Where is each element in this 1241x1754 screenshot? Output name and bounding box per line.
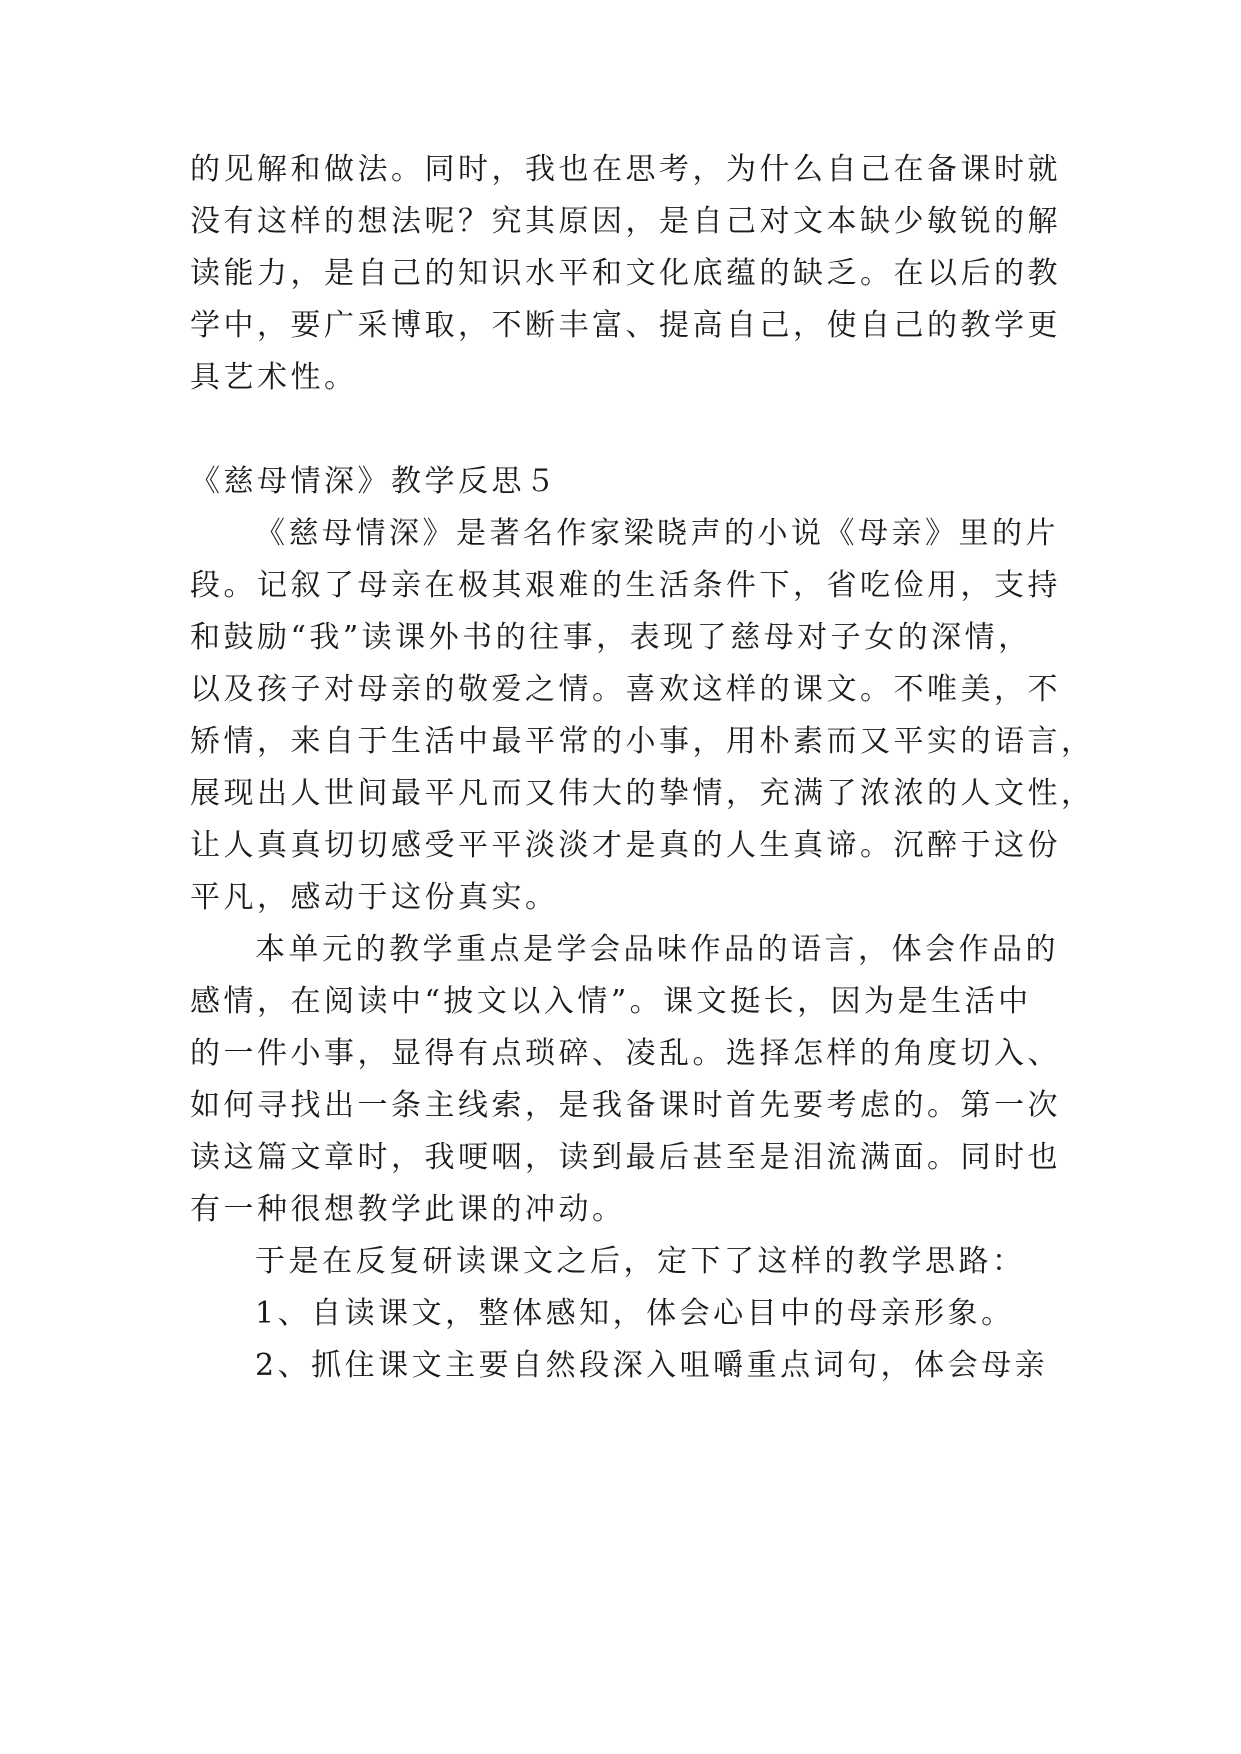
text-line: 的一件小事，显得有点琐碎、凌乱。选择怎样的角度切入、 <box>190 1036 1061 1071</box>
paragraph-start-line: 《慈母情深》是著名作家梁晓声的小说《母亲》里的片 <box>255 516 1059 551</box>
text-line: 矫情，来自于生活中最平常的小事，用朴素而又平实的语言， <box>190 724 1095 759</box>
text-line: 让人真真切切感受平平淡淡才是真的人生真谛。沉醉于这份 <box>190 828 1061 863</box>
section-heading: 《慈母情深》教学反思５ <box>190 464 559 499</box>
text-line: 感情，在阅读中“披文以入情”。课文挺长，因为是生活中 <box>190 984 1032 1019</box>
list-item: 2、抓住课文主要自然段深入咀嚼重点词句，体会母亲 <box>255 1348 1049 1383</box>
text-line: 和鼓励“我”读课外书的往事，表现了慈母对子女的深情， <box>190 620 1032 655</box>
text-line: 展现出人世间最平凡而又伟大的挚情，充满了浓浓的人文性， <box>190 776 1095 811</box>
paragraph-start-line: 于是在反复研读课文之后，定下了这样的教学思路： <box>255 1244 1026 1279</box>
text-line: 如何寻找出一条主线索，是我备课时首先要考虑的。第一次 <box>190 1088 1061 1123</box>
text-line: 以及孩子对母亲的敬爱之情。喜欢这样的课文。不唯美，不 <box>190 672 1061 707</box>
text-line: 读能力，是自己的知识水平和文化底蕴的缺乏。在以后的教 <box>190 256 1061 291</box>
text-line: 学中，要广采博取，不断丰富、提高自己，使自己的教学更 <box>190 308 1061 343</box>
text-line: 有一种很想教学此课的冲动。 <box>190 1192 626 1227</box>
list-item: 1、自读课文，整体感知，体会心目中的母亲形象。 <box>255 1296 1015 1331</box>
text-line: 没有这样的想法呢？究其原因，是自己对文本缺少敏锐的解 <box>190 204 1061 239</box>
text-line: 具艺术性。 <box>190 360 358 395</box>
text-line: 读这篇文章时，我哽咽，读到最后甚至是泪流满面。同时也 <box>190 1140 1061 1175</box>
text-line: 的见解和做法。同时，我也在思考，为什么自己在备课时就 <box>190 152 1061 187</box>
text-line: 段。记叙了母亲在极其艰难的生活条件下，省吃俭用，支持 <box>190 568 1061 603</box>
text-line: 平凡，感动于这份真实。 <box>190 880 559 915</box>
paragraph-start-line: 本单元的教学重点是学会品味作品的语言，体会作品的 <box>255 932 1059 967</box>
